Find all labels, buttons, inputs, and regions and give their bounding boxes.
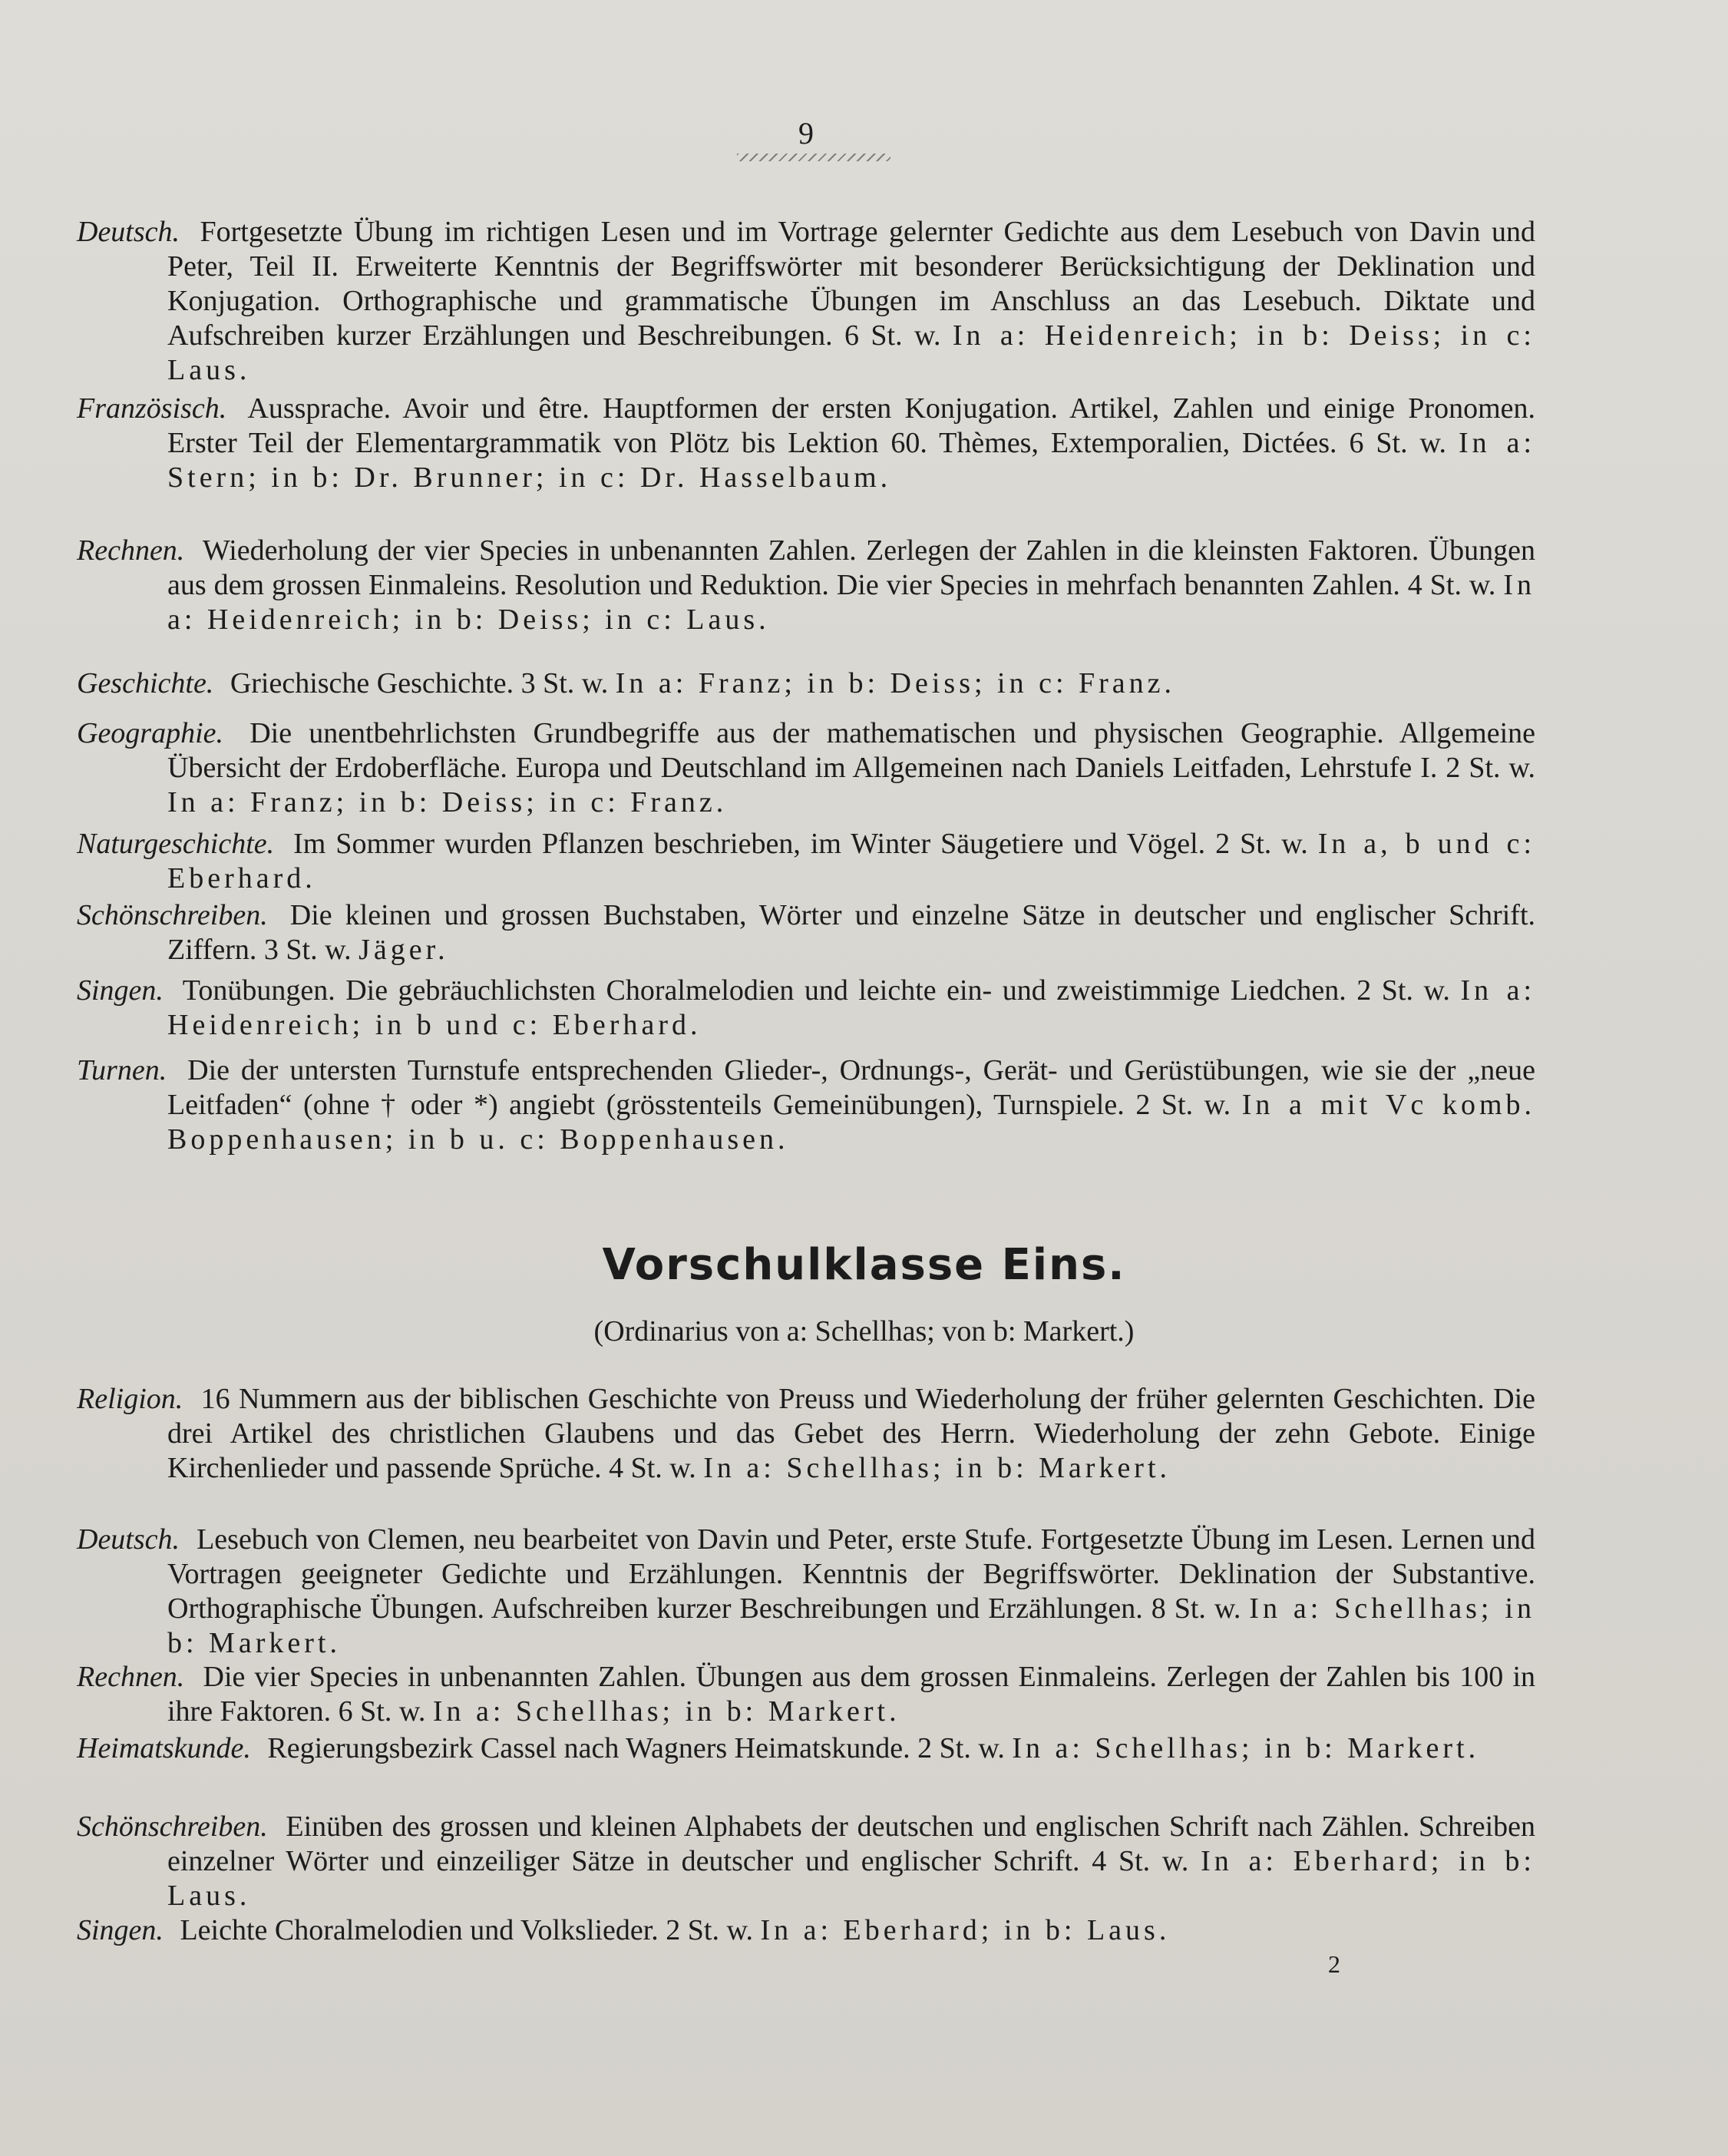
section-deutsch: [77, 215, 1535, 388]
section-text: Leichte Choralmelodien und Volkslieder. 2 St. w.: [180, 1914, 753, 1946]
section-schoenschreiben: [77, 898, 1535, 967]
section-teachers: In a: Heidenreich; in b: Deiss; in c: Laus.: [167, 569, 1535, 636]
section-teachers: In a: Schellhas; in b: Markert.: [432, 1695, 900, 1728]
subject-label: Singen.: [77, 974, 164, 1007]
subject-label: Schönschreiben.: [77, 1810, 268, 1843]
section-franzoesisch: [77, 392, 1535, 495]
subject-label: Rechnen.: [77, 534, 185, 567]
subject-label: Deutsch.: [77, 1523, 180, 1556]
section-teachers: In a: Eberhard; in b: Laus.: [760, 1914, 1171, 1946]
section-text: Fortgesetzte Übung im richtigen Lesen und im Vortrage gelernter Gedichte aus dem Lesebuch von Davin und Peter, Teil II. Erweiterte Kenntnis der Begriffswörter mit besonderer Berücksichtigung der Deklination und Konjugation. Orthographische und grammatische Übungen im Anschluss an das Lesebuch. Diktate und Aufschreiben kurzer Erzählungen und Beschreibungen. 6 St. w.: [167, 216, 1536, 352]
subject-label: Geographie.: [77, 717, 224, 749]
section-text: Wiederholung der vier Species in unbenannten Zahlen. Zerlegen der Zahlen in die kleinsten Faktoren. Übungen aus dem grossen Einmaleins. Resolution und Reduktion. Die vier Species in mehrfach benannten Zahlen. 4 St. w.: [167, 534, 1535, 601]
section-text: Die kleinen und grossen Buchstaben, Wörter und einzelne Sätze in deutscher und englischer Schrift. Ziffern. 3 St. w.: [167, 899, 1536, 966]
section-text: Die der untersten Turnstufe entsprechenden Glieder-, Ordnungs-, Gerät- und Gerüstübungen, wie sie der „neue Leitfaden“ (ohne † oder *) angiebt (grösstenteils Gemeinübungen), Turnspiele. 2 St. w.: [167, 1054, 1536, 1121]
subject-label: Deutsch.: [77, 216, 180, 248]
section-rechnen-vorschule: [77, 1660, 1535, 1729]
subject-label: Singen.: [77, 1914, 164, 1946]
section-text: Im Sommer wurden Pflanzen beschrieben, im Winter Säugetiere und Vögel. 2 St. w.: [293, 828, 1308, 860]
section-text: Lesebuch von Clemen, neu bearbeitet von Davin und Peter, erste Stufe. Fortgesetzte Übung im Lesen. Lernen und Vortragen geeigneter Gedichte und Erzählungen. Kenntnis der Begriffswörter. Deklination der Substantive. Orthographische Übungen. Aufschreiben kurzer Beschreibungen und Erzählungen. 8 St. w.: [167, 1523, 1536, 1625]
section-teachers: In a: Stern; in b: Dr. Brunner; in c: Dr. Hasselbaum.: [167, 427, 1535, 494]
section-text: Griechische Geschichte. 3 St. w.: [230, 667, 609, 699]
subject-label: Heimatskunde.: [77, 1732, 251, 1764]
section-rechnen: [77, 534, 1535, 637]
section-teachers: In a: Heidenreich; in b: Deiss; in c: Laus.: [167, 319, 1535, 386]
section-teachers: In a: Schellhas; in b: Markert.: [167, 1592, 1535, 1659]
section-teachers: In a: Franz; in b: Deiss; in c: Franz.: [167, 786, 728, 818]
section-teachers: In a: Schellhas; in b: Markert.: [1012, 1732, 1480, 1764]
section-teachers: In a: Eberhard; in b: Laus.: [167, 1845, 1535, 1912]
page-number: 9: [798, 116, 814, 150]
subject-label: Geschichte.: [77, 667, 214, 699]
section-heimatskunde: [77, 1731, 1535, 1766]
section-teachers: In a, b und c: Eberhard.: [167, 828, 1535, 894]
class-heading: Vorschulklasse Eins.: [602, 1240, 1126, 1290]
section-text: Einüben des grossen und kleinen Alphabets der deutschen und englischen Schrift nach Zählen. Schreiben einzelner Wörter und einzeiliger Sätze in deutscher und englischer Schrift. 4 St. w.: [167, 1810, 1536, 1877]
section-text: Die vier Species in unbenannten Zahlen. Übungen aus dem grossen Einmaleins. Zerlegen der Zahlen bis 100 in ihre Faktoren. 6 St. w.: [167, 1661, 1536, 1728]
section-schoenschreiben-vorschule: [77, 1810, 1535, 1913]
section-text: Tonübungen. Die gebräuchlichsten Choralmelodien und leichte ein- und zweistimmige Liedchen. 2 St. w.: [182, 974, 1450, 1007]
section-text: 16 Nummern aus der biblischen Geschichte von Preuss und Wiederholung der früher gelernten Geschichten. Die drei Artikel des christlichen Glaubens und das Gebet des Herrn. Wiederholung der zehn Gebote. Einige Kirchenlieder und passende Sprüche. 4 St. w.: [167, 1383, 1536, 1484]
section-turnen: [77, 1053, 1535, 1157]
subject-label: Rechnen.: [77, 1661, 185, 1693]
section-teachers: In a: Heidenreich; in b und c: Eberhard.: [167, 974, 1536, 1041]
section-teachers: In a mit Vc komb. Boppenhausen; in b u. c: Boppenhausen.: [167, 1089, 1535, 1156]
ordinarius-line: (Ordinarius von a: Schellhas; von b: Markert.): [593, 1315, 1135, 1348]
section-singen: [77, 974, 1535, 1043]
section-singen-vorschule: [77, 1913, 1535, 1948]
subject-label: Französisch.: [77, 392, 227, 425]
section-religion: [77, 1382, 1535, 1486]
section-geschichte: [77, 666, 1535, 701]
subject-label: Naturgeschichte.: [77, 828, 275, 860]
section-naturgeschichte: [77, 827, 1535, 896]
decorative-rule: [737, 154, 890, 161]
subject-label: Turnen.: [77, 1054, 167, 1086]
section-teachers: In a: Franz; in b: Deiss; in c: Franz.: [615, 667, 1176, 699]
section-text: Regierungsbezirk Cassel nach Wagners Heimatskunde. 2 St. w.: [267, 1732, 1005, 1764]
section-text: Die unentbehrlichsten Grundbegriffe aus der mathematischen und physischen Geographie. Allgemeine Übersicht der Erdoberfläche. Europa und Deutschland im Allgemeinen nach Daniels Leitfaden, Lehrstufe I. 2 St. w.: [167, 717, 1536, 784]
section-geographie: [77, 716, 1535, 820]
section-text: Aussprache. Avoir und être. Hauptformen der ersten Konjugation. Artikel, Zahlen und einige Pronomen. Erster Teil der Elementargrammatik von Plötz bis Lektion 60. Thèmes, Extemporalien, Dictées. 6 St. w.: [167, 392, 1535, 459]
section-teachers: Jäger.: [358, 934, 449, 966]
subject-label: Schönschreiben.: [77, 899, 268, 931]
subject-label: Religion.: [77, 1383, 183, 1415]
section-teachers: In a: Schellhas; in b: Markert.: [703, 1452, 1171, 1484]
section-deutsch-vorschule: [77, 1523, 1535, 1661]
printer-signature: 2: [1328, 1950, 1340, 1978]
